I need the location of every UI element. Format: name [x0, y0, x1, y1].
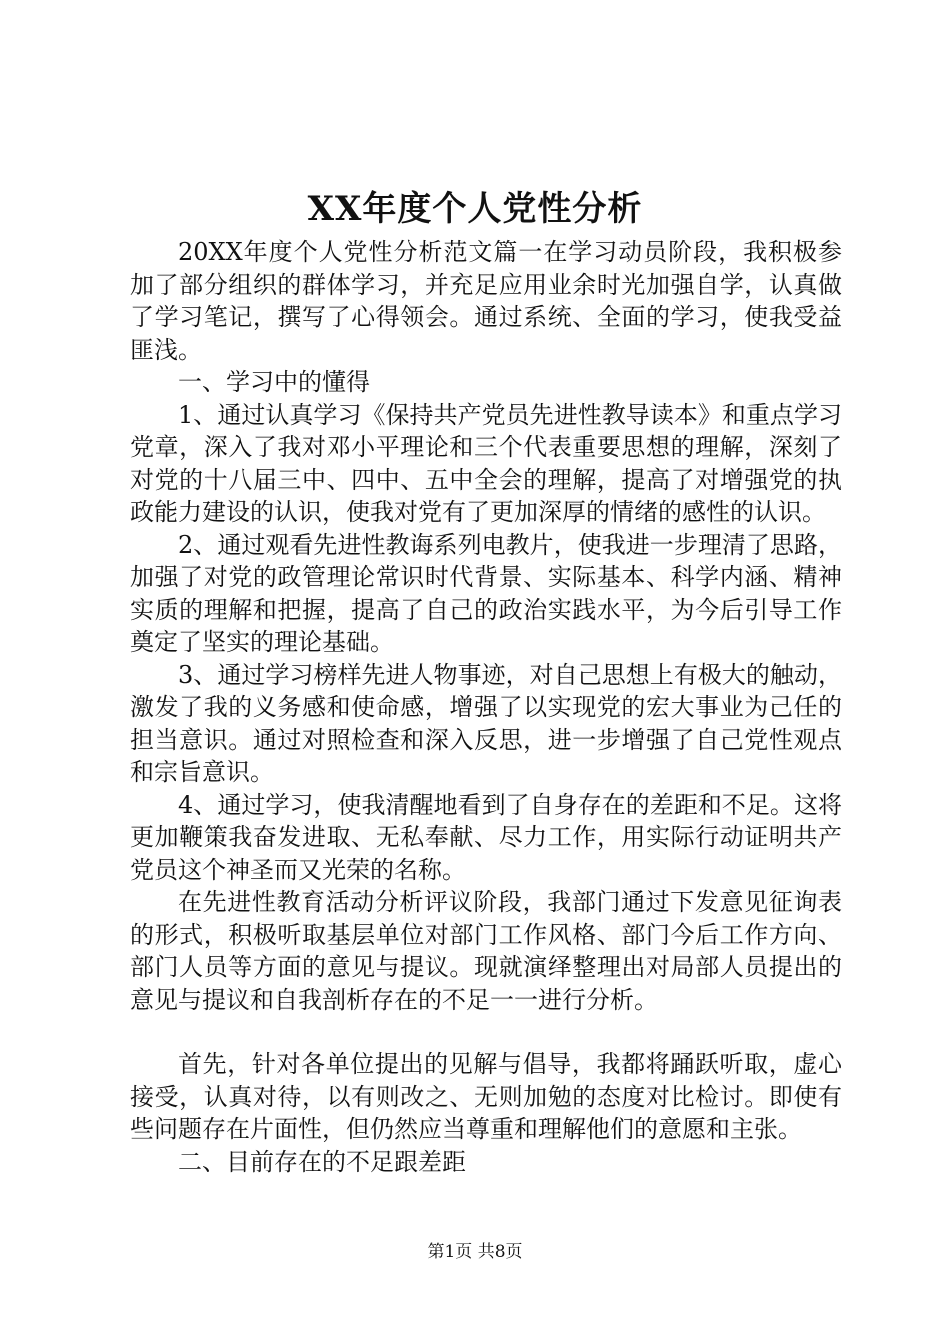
paragraph-item-3: 3、通过学习榜样先进人物事迹，对自己思想上有极大的触动，激发了我的义务感和使命感，增强了以实现党的宏大事业为己任的担当意识。通过对照检查和深入反思，进一步增强了自己党性观点和宗旨意识。	[130, 660, 842, 786]
paragraph-response: 首先，针对各单位提出的见解与倡导，我都将踊跃听取，虚心接受，认真对待，以有则改之、无则加勉的态度对比检讨。即使有些问题存在片面性，但仍然应当尊重和理解他们的意愿和主张。	[130, 1050, 842, 1143]
page-number: 第1页 共8页	[427, 1242, 523, 1262]
section-heading-1: 一、学习中的懂得	[178, 368, 370, 396]
paragraph-item-4: 4、通过学习，使我清醒地看到了自身存在的差距和不足。这将更加鞭策我奋发进取、无私奉献、尽力工作，用实际行动证明共产党员这个神圣而又光荣的名称。	[130, 790, 842, 884]
paragraph-item-1: 1、通过认真学习《保持共产党员先进性教导读本》和重点学习党章，深入了我对邓小平理论和三个代表重要思想的理解，深刻了对党的十八届三中、四中、五中全会的理解，提高了对增强党的执政能力建设的认识，使我对党有了更加深厚的情绪的感性的认识。	[130, 400, 842, 526]
document-body	[130, 236, 842, 1178]
section-heading-2: 二、目前存在的不足跟差距	[178, 1147, 466, 1176]
paragraph-item-2: 2、通过观看先进性教诲系列电教片，使我进一步理清了思路，加强了对党的政管理论常识时代背景、实际基本、科学内涵、精神实质的理解和把握，提高了自己的政治实践水平，为今后引导工作奠定了坚实的理论基础。	[130, 530, 842, 656]
document-title: XX年度个人党性分析	[307, 189, 643, 229]
paragraph-intro: 20XX年度个人党性分析范文篇一在学习动员阶段，我积极参加了部分组织的群体学习，并充足应用业余时光加强自学，认真做了学习笔记，撰写了心得领会。通过系统、全面的学习，使我受益匪浅。	[130, 238, 842, 364]
paragraph-review: 在先进性教育活动分析评议阶段，我部门通过下发意见征询表的形式，积极听取基层单位对部门工作风格、部门今后工作方向、部门人员等方面的意见与提议。现就演绎整理出对局部人员提出的意见与提议和自我剖析存在的不足一一进行分析。	[130, 888, 842, 1014]
